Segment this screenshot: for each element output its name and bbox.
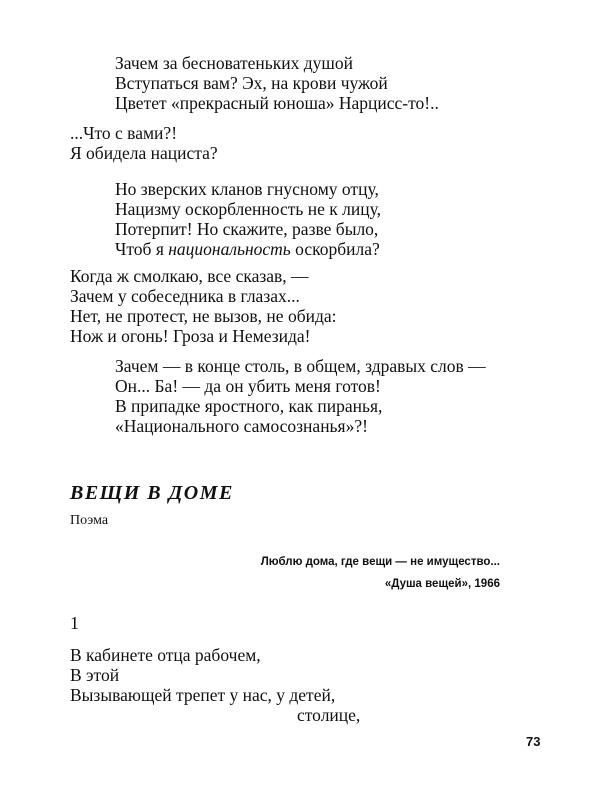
poem-line: Вызывающей трепет у нас, у детей,	[70, 685, 336, 705]
poem-line	[115, 239, 381, 259]
italic-word: национальность	[168, 239, 291, 259]
poem-line: В припадке яростного, как пиранья,	[115, 396, 383, 416]
stanza-5	[115, 356, 486, 436]
poem-line: В кабинете отца рабочем,	[70, 645, 261, 665]
poem-line: Зачем — в конце столь, в общем, здравых слов —	[115, 356, 486, 376]
poem-line: Нож и огонь! Гроза и Немезида!	[70, 326, 311, 346]
poem-line: Потерпит! Но скажите, разве было,	[115, 219, 379, 239]
poem-line: В этой	[70, 665, 120, 685]
epigraph-source: «Душа вещей», 1966	[384, 578, 500, 590]
section-number: 1	[70, 613, 79, 633]
poem-line: Нет, не протест, не вызов, не обида:	[70, 306, 337, 326]
epigraph-text: Люблю дома, где вещи — не имущество...	[260, 556, 500, 568]
line-text: Чтоб я	[115, 239, 169, 259]
line-text: оскорбила?	[290, 239, 380, 259]
poem-line: «Национального самосознанья»?!	[115, 416, 368, 436]
poem-line: Нацизму оскорбленность не к лицу,	[115, 199, 381, 219]
poem-line: Зачем у собеседника в глазах...	[70, 286, 300, 306]
stanza-3	[115, 179, 381, 259]
poem-title: ВЕЩИ В ДОМЕ	[70, 482, 234, 504]
stanza-2	[70, 123, 218, 163]
stanza-1	[115, 53, 439, 113]
poem-line: Я обидела нациста?	[70, 143, 218, 163]
poem-line: Но зверских кланов гнусному отцу,	[115, 179, 379, 199]
page-number: 73	[526, 734, 541, 749]
poem-line-indented: столице,	[297, 705, 361, 725]
poem-line: Он... Ба! — да он убить меня готов!	[115, 376, 381, 396]
poem-line: ...Что с вами?!	[70, 123, 178, 143]
poem-line: Когда ж смолкаю, все сказав, —	[70, 266, 309, 286]
stanza-4	[70, 266, 337, 346]
poem-line: Цветет «прекрасный юноша» Нарцисс-то!..	[115, 93, 439, 113]
poem-line: Вступаться вам? Эх, на крови чужой	[115, 73, 388, 93]
stanza-6	[70, 645, 360, 725]
poem-subtitle: Поэма	[70, 513, 109, 528]
poem-line: Зачем за бесноватеньких душой	[115, 53, 354, 73]
